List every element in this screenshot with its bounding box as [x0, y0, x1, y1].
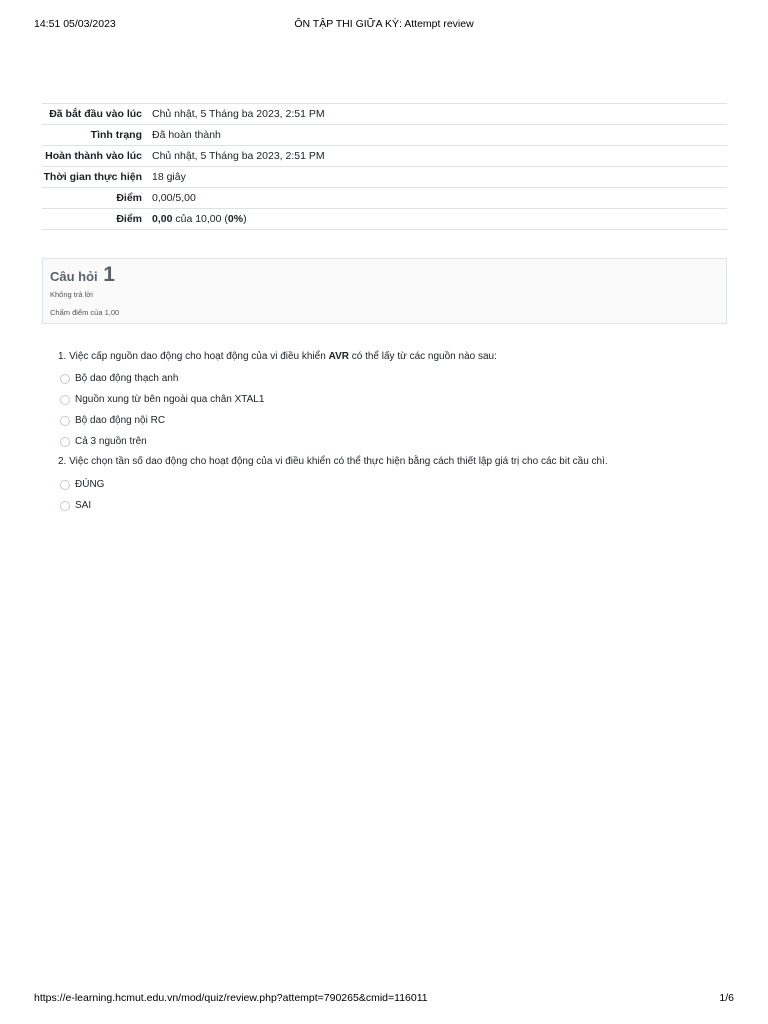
- radio-button[interactable]: [60, 374, 70, 384]
- question-1-text: [58, 350, 718, 364]
- summary-row-state: [42, 125, 727, 146]
- question-content: [58, 350, 718, 519]
- summary-row-completed: [42, 146, 727, 167]
- summary-label: Tình trạng: [90, 129, 142, 141]
- answer-option[interactable]: [58, 477, 718, 498]
- summary-row-started: [42, 104, 727, 125]
- question-title-label: Câu hỏi: [50, 269, 98, 284]
- question-info-box: [42, 258, 727, 324]
- answer-label: SAI: [75, 500, 92, 511]
- summary-label: Điểm: [116, 192, 142, 204]
- answer-label: Cả 3 nguồn trên: [75, 436, 147, 447]
- radio-button[interactable]: [60, 480, 70, 490]
- question-1-text-start: 1. Việc cấp nguồn dao động cho hoạt động của vi điều khiển: [58, 351, 329, 362]
- radio-button[interactable]: [60, 395, 70, 405]
- summary-value: Chủ nhật, 5 Tháng ba 2023, 2:51 PM: [152, 150, 325, 162]
- print-footer: [34, 992, 734, 1006]
- answer-label: Bộ dao động nội RC: [75, 415, 166, 426]
- print-header: [34, 18, 734, 32]
- print-page-title: ÔN TẬP THI GIỮA KỲ: Attempt review: [294, 18, 474, 30]
- summary-row-grade: [42, 209, 727, 230]
- answer-label: Nguồn xung từ bên ngoài qua chân XTAL1: [75, 394, 265, 405]
- question-2-text: 2. Việc chọn tần số dao động cho hoạt động của vi điều khiển có thể thực hiện bằng cách thiết lập giá trị cho các bit cầu chì.: [58, 456, 608, 467]
- answer-option[interactable]: [58, 371, 718, 392]
- answer-label: ĐÚNG: [75, 479, 105, 490]
- summary-label: Điểm: [116, 213, 142, 225]
- question-number: 1: [103, 263, 115, 286]
- question-1-text-end: có thể lấy từ các nguồn nào sau:: [348, 351, 497, 362]
- summary-label: Đã bắt đầu vào lúc: [49, 108, 142, 120]
- print-url: https://e-learning.hcmut.edu.vn/mod/quiz/review.php?attempt=790265&cmid=116011: [34, 992, 428, 1004]
- answer-option[interactable]: [58, 392, 718, 413]
- question-title: [50, 263, 115, 287]
- attempt-summary-table: [42, 103, 727, 230]
- summary-value: 0,00/5,00: [152, 192, 196, 204]
- summary-value: 18 giây: [152, 171, 186, 183]
- answer-option[interactable]: [58, 413, 718, 434]
- grade-close: ): [243, 213, 247, 225]
- print-page-number: 1/6: [719, 992, 734, 1004]
- radio-button[interactable]: [60, 437, 70, 447]
- radio-button[interactable]: [60, 416, 70, 426]
- grade-out-of: của 10,00 (: [172, 213, 228, 225]
- summary-label: Thời gian thực hiện: [43, 171, 142, 183]
- grade-percent: 0%: [227, 213, 244, 225]
- question-grade: Chấm điểm của 1,00: [50, 308, 120, 317]
- summary-row-duration: [42, 167, 727, 188]
- question-1-text-bold: AVR: [328, 351, 349, 362]
- answer-option[interactable]: [58, 498, 718, 519]
- radio-button[interactable]: [60, 501, 70, 511]
- answer-label: Bộ dao động thạch anh: [75, 373, 179, 384]
- answer-option[interactable]: [58, 434, 718, 455]
- summary-label: Hoàn thành vào lúc: [45, 150, 142, 162]
- summary-value: Đã hoàn thành: [152, 129, 221, 141]
- question-state: Không trả lời: [50, 290, 93, 299]
- summary-value: Chủ nhật, 5 Tháng ba 2023, 2:51 PM: [152, 108, 325, 120]
- grade-value: 0,00: [152, 213, 173, 225]
- print-datetime: 14:51 05/03/2023: [34, 18, 116, 30]
- summary-value: [150, 209, 727, 230]
- summary-row-marks: [42, 188, 727, 209]
